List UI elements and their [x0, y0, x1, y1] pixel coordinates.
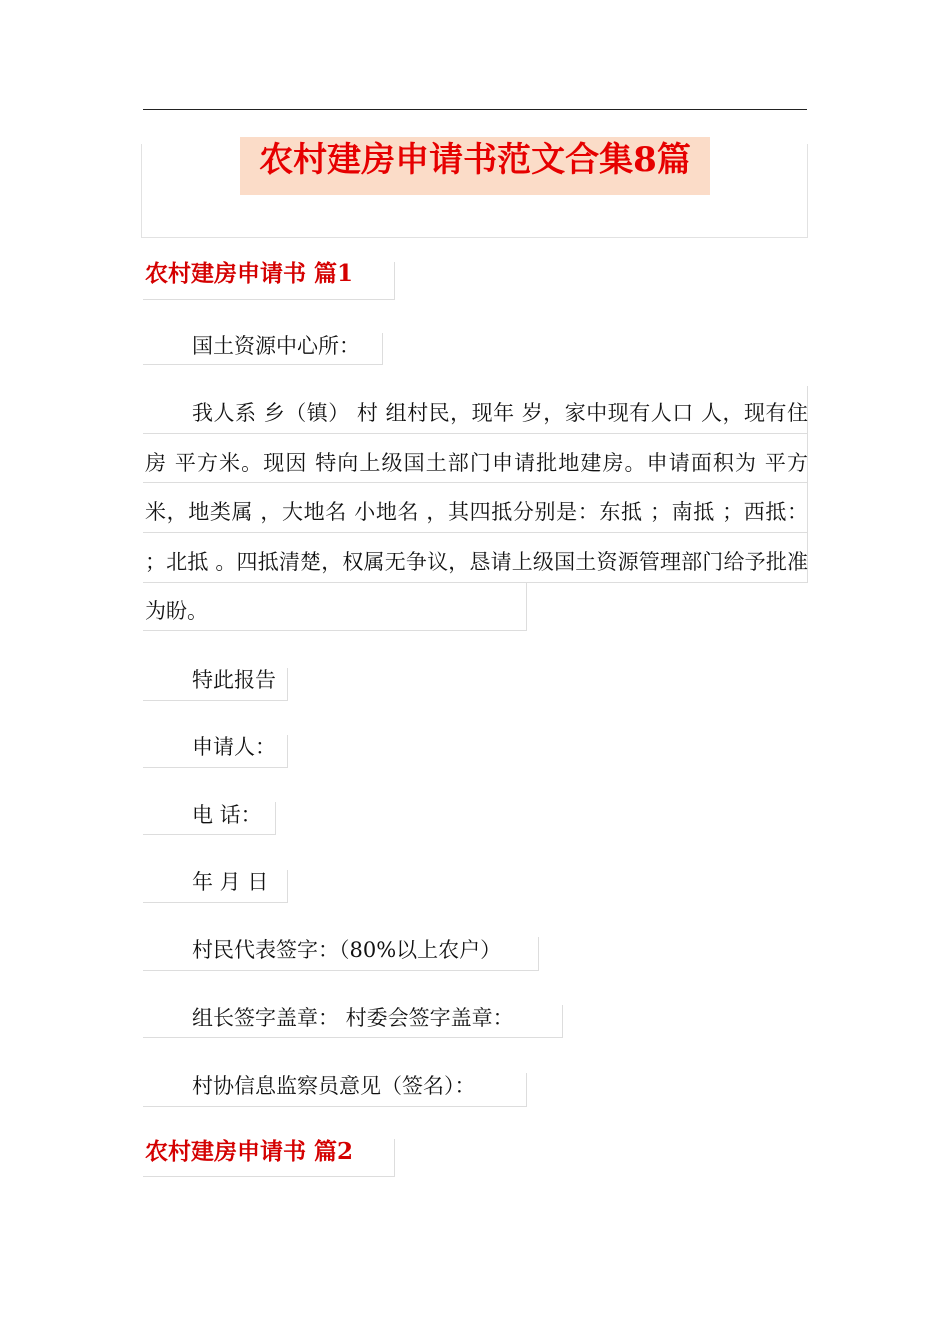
applicant-label: 申请人：	[192, 735, 276, 759]
application-body: 我人系 乡（镇） 村 组村民，现年 岁，家中现有人口 人，现有住房 平方米。现因 特向上级国土部门申请批地建房。申请面积为 平方米，地类属 ，大地名 小地名 ，其四抵分别是：东抵 ；南抵 ；西抵： ；北抵 。四抵清楚，权属无争议，恳请上级国土资源管理部门给予批准为盼。	[145, 401, 808, 623]
section-heading-2: 农村建房申请书 篇2	[145, 1138, 354, 1165]
header-rule	[143, 109, 807, 110]
document-title: 农村建房申请书范文合集8篇	[240, 137, 710, 195]
leader-seals-label: 组长签字盖章： 村委会签字盖章：	[192, 1006, 514, 1030]
section-heading-1: 农村建房申请书 篇1	[145, 260, 354, 287]
date-label: 年 月 日	[192, 870, 269, 894]
closing-text: 特此报告	[192, 668, 276, 692]
addressee: 国土资源中心所：	[192, 334, 360, 358]
supervisor-opinion-label: 村协信息监察员意见（签名）：	[192, 1074, 476, 1098]
phone-label: 电 话：	[192, 803, 262, 827]
villager-signatures-label: 村民代表签字：（80%以上农户）	[192, 938, 502, 962]
